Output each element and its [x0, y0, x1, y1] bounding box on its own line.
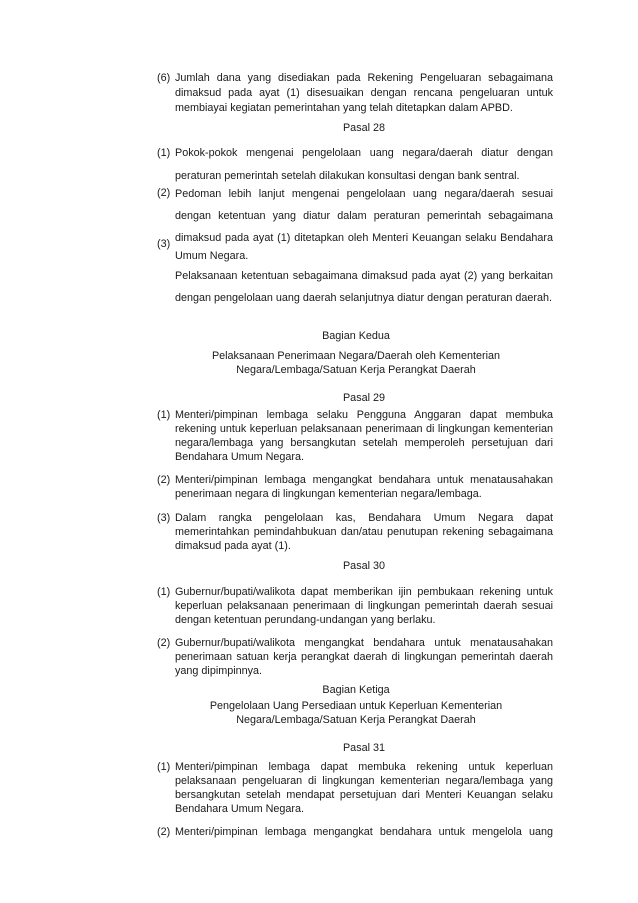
section-title-line: Pengelolaan Uang Persediaan untuk Keperluan Kementerian: [209, 700, 503, 712]
item-number: (6): [157, 72, 171, 84]
item-number: (1): [157, 147, 171, 159]
item-number: (3): [157, 238, 171, 250]
paragraph-line: penerimaan satuan kerja perangkat daerah di lingkungan pemerintah daerah: [175, 651, 553, 663]
paragraph-line: Jumlah dana yang disediakan pada Rekening Pengeluaran sebagaimana: [175, 72, 553, 84]
section-heading: Bagian Ketiga: [322, 684, 390, 696]
item-number: (1): [157, 761, 171, 773]
paragraph-line: keperluan pelaksanaan penerimaan di lingkungan pemerintah daerah sesuai: [175, 600, 553, 612]
paragraph-line: penerimaan negara di lingkungan kementerian negara/lembaga.: [175, 488, 482, 500]
paragraph-line: dimaksud pada ayat (1).: [175, 540, 291, 552]
paragraph-line: Pelaksanaan ketentuan sebagaimana dimaksud pada ayat (2) yang berkaitan: [175, 270, 553, 282]
paragraph-line: Menteri/pimpinan lembaga selaku Pengguna Anggaran dapat membuka: [175, 409, 553, 421]
paragraph-line: bersangkutan setelah mendapat persetujuan dari Menteri Keuangan selaku: [175, 789, 553, 801]
paragraph-line: Bendahara Umum Negara.: [175, 451, 305, 463]
paragraph-line: rekening untuk keperluan pelaksanaan penerimaan di lingkungan kementerian: [175, 423, 553, 435]
paragraph-line: Menteri/pimpinan lembaga mengangkat bendahara untuk menatausahakan: [175, 474, 553, 486]
paragraph-line: Gubernur/bupati/walikota dapat memberikan ijin pembukaan rekening untuk: [175, 586, 553, 598]
section-title-line: Negara/Lembaga/Satuan Kerja Perangkat Daerah: [236, 364, 476, 376]
article-heading: Pasal 30: [342, 560, 386, 572]
paragraph-line: Bendahara Umum Negara.: [175, 803, 305, 815]
item-number: (2): [157, 474, 171, 486]
paragraph-line: memerintahkan pemindahbukuan dan/atau penutupan rekening sebagaimana: [175, 526, 553, 538]
section-heading: Bagian Kedua: [322, 330, 390, 342]
paragraph-line: peraturan pemerintah setelah dilakukan konsultasi dengan bank sentral.: [175, 170, 520, 182]
paragraph-line: dengan pengelolaan uang daerah selanjutnya diatur dengan peraturan daerah.: [175, 292, 553, 304]
paragraph-line: yang dipimpinnya.: [175, 665, 263, 677]
paragraph-line: membiayai kegiatan pemerintahan yang telah ditetapkan dalam APBD.: [175, 102, 513, 114]
item-number: (2): [157, 637, 171, 649]
paragraph-line: dengan ketentuan yang diatur dalam peraturan pemerintah sebagaimana: [175, 210, 553, 222]
section-title-line: Negara/Lembaga/Satuan Kerja Perangkat Daerah: [236, 714, 476, 726]
paragraph-line: Menteri/pimpinan lembaga dapat membuka rekening untuk keperluan: [175, 761, 553, 773]
paragraph-line: dengan ketentuan perundang-undangan yang berlaku.: [175, 614, 436, 626]
paragraph-line: Gubernur/bupati/walikota mengangkat bendahara untuk menatausahakan: [175, 637, 553, 649]
article-heading: Pasal 29: [342, 392, 386, 404]
article-heading: Pasal 31: [342, 742, 386, 754]
item-number: (3): [157, 512, 171, 524]
paragraph-line: Dalam rangka pengelolaan kas, Bendahara Umum Negara dapat: [175, 512, 553, 524]
section-title-line: Pelaksanaan Penerimaan Negara/Daerah oleh Kementerian: [211, 350, 501, 362]
article-heading: Pasal 28: [342, 122, 386, 134]
paragraph-line: Pedoman lebih lanjut mengenai pengelolaan uang negara/daerah sesuai: [175, 188, 553, 200]
paragraph-line: Pokok-pokok mengenai pengelolaan uang negara/daerah diatur dengan: [175, 147, 553, 159]
paragraph-line: Umum Negara.: [175, 250, 249, 262]
paragraph-line: dimaksud pada ayat (1) disesuaikan dengan rencana pengeluaran untuk: [175, 87, 553, 99]
paragraph-line: pelaksanaan pengeluaran di lingkungan kementerian negara/lembaga yang: [175, 775, 553, 787]
item-number: (2): [157, 826, 171, 838]
paragraph-line: negara/lembaga yang bersangkutan setelah memperoleh persetujuan dari: [175, 437, 553, 449]
paragraph-line: Menteri/pimpinan lembaga mengangkat bendahara untuk mengelola uang: [175, 826, 553, 838]
item-number: (2): [157, 187, 171, 199]
item-number: (1): [157, 409, 171, 421]
item-number: (1): [157, 586, 171, 598]
paragraph-line: dimaksud pada ayat (1) ditetapkan oleh Menteri Keuangan selaku Bendahara: [175, 232, 553, 244]
